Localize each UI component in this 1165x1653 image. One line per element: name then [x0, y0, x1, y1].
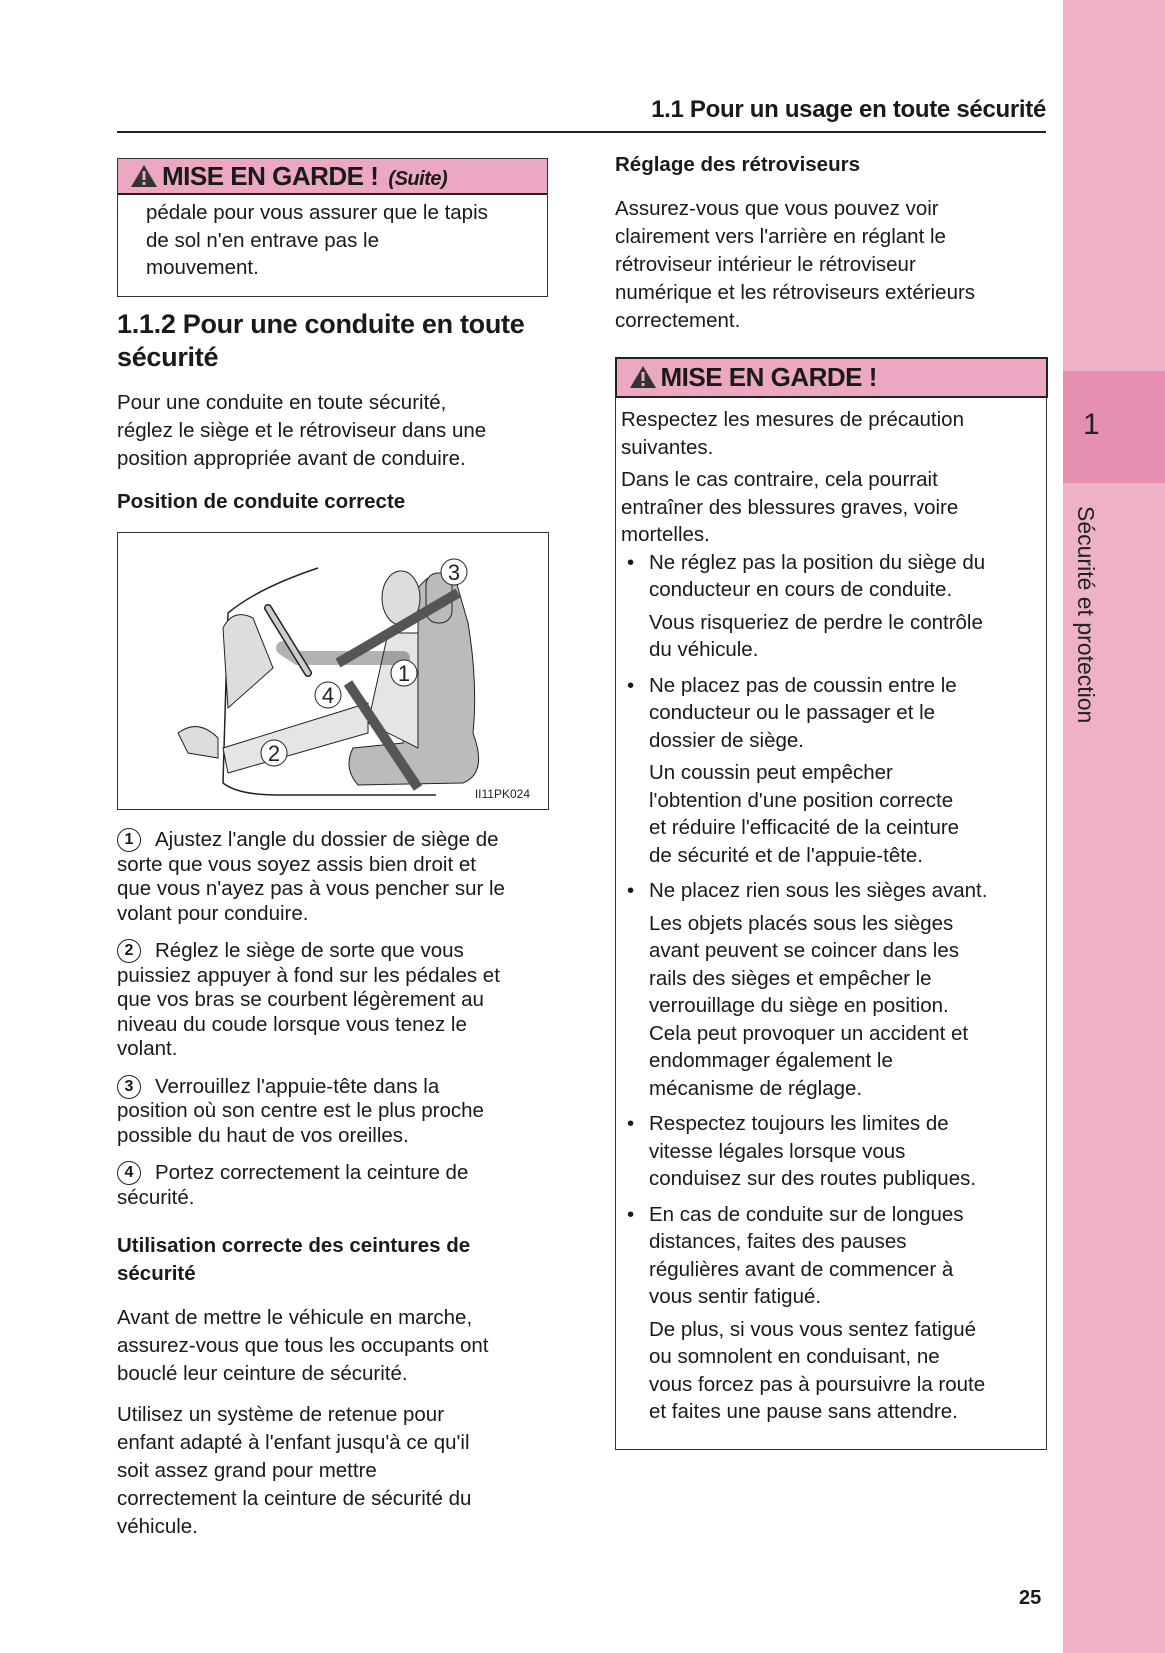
figure-label-4: 4 [321, 683, 335, 708]
warning-header [615, 357, 1048, 398]
warning-title: MISE EN GARDE ! [162, 160, 379, 191]
adjustment-list [117, 828, 557, 1210]
number-circle-icon: 2 [117, 939, 141, 963]
bullet-subtext: De plus, si vous vous sentez fatigué ou somnolent en conduisant, ne vous forcez pas à poursuivre la route et faites une pause sans attendre. [649, 1317, 986, 1423]
number-circle-icon: 3 [117, 1075, 141, 1099]
list-item-text: Portez correctement la ceinture de sécurité. [117, 1161, 469, 1209]
number-circle-icon: 4 [117, 1161, 141, 1185]
list-item [117, 1161, 557, 1210]
warning-content [616, 396, 1046, 1426]
warning-title: MISE EN GARDE ! [660, 361, 877, 392]
warning-intro-1: Respectez les mesures de précaution suivantes. [621, 408, 964, 459]
figure-label-1: 1 [397, 661, 411, 686]
list-item [117, 828, 557, 926]
mirrors-paragraph: Assurez-vous que vous pouvez voir clairement vers l'arrière en réglant le rétroviseur intérieur le rétroviseur numérique et les rétroviseurs extérieurs correctement. [615, 197, 976, 332]
bullet-text: Ne réglez pas la position du siège du conducteur en cours de conduite. [649, 550, 986, 601]
list-item [117, 1075, 557, 1149]
page-number: 25 [1019, 1587, 1042, 1609]
bullet-text: Respectez toujours les limites de vitesse légales lorsque vous conduisez sur des routes publiques. [649, 1112, 977, 1190]
warning-intro-2: Dans le cas contraire, cela pourrait entraîner des blessures graves, voire mortelles. [621, 468, 959, 546]
bullet-text: Ne placez rien sous les sièges avant. [649, 879, 988, 902]
bullet-subtext: Les objets placés sous les sièges avant peuvent se coincer dans les rails des sièges et empêcher le verrouillage du siège en position. Cela peut provoquer un accident et endommager également le mécanisme de réglage. [649, 911, 969, 1100]
list-item-text: Ajustez l'angle du dossier de siège de sorte que vous soyez assis bien droit et que vous n'ayez pas à vous pencher sur le volant pour conduire. [117, 828, 505, 925]
side-strip [1063, 0, 1165, 1653]
list-item [117, 939, 557, 1062]
warning-box [615, 357, 1047, 1450]
list-item-text: Verrouillez l'appuie-tête dans la position où son centre est le plus proche possible du haut de vos oreilles. [117, 1074, 484, 1147]
warning-text: pédale pour vous assurer que le tapis de sol n'en entrave pas le mouvement. [146, 201, 488, 279]
chapter-label: Sécurité et protection [1073, 506, 1099, 724]
section-title: 1.1.2 Pour une conduite en toute sécurité [117, 309, 525, 372]
warning-box-continued [117, 158, 548, 297]
chapter-number: 1 [1083, 408, 1100, 441]
warning-bullet: • Ne placez rien sous les sièges avant. Les objets placés sous les sièges avant peuvent se coincer dans les rails des sièges et empêcher le verrouillage du siège en position. Cela peut provoquer un accident et endommager également le mécanisme de réglage. [621, 877, 1046, 1102]
bullet-text: Ne placez pas de coussin entre le conducteur ou le passager et le dossier de siège. [649, 673, 957, 752]
figure-code: II11PK024 [474, 787, 530, 801]
bullet-subtext: Un coussin peut empêcher l'obtention d'une position correcte et réduire l'efficacité de la ceinture de sécurité et de l'appuie-tête. [649, 761, 960, 867]
intro-paragraph: Pour une conduite en toute sécurité, réglez le siège et le rétroviseur dans une position appropriée avant de conduire. [117, 391, 487, 470]
figure-label-3: 3 [447, 560, 461, 585]
warning-bullet: • Ne placez pas de coussin entre le conducteur ou le passager et le dossier de siège. Un coussin peut empêcher l'obtention d'une position correcte et réduire l'efficacité de la ceinture de sécurité et de l'appuie-tête. [621, 672, 1046, 870]
figure-label-2: 2 [267, 741, 281, 766]
seatbelt-paragraph-1: Avant de mettre le véhicule en marche, assurez-vous que tous les occupants ont bouclé leur ceinture de sécurité. [117, 1306, 489, 1385]
driving-position-illustration [117, 532, 549, 810]
warning-bullet: • En cas de conduite sur de longues distances, faites des pauses régulières avant de commencer à vous sentir fatigué. De plus, si vous vous sentez fatigué ou somnolent en conduisant, ne vous forcez pas à poursuivre la route et faites une pause sans attendre. [621, 1201, 1046, 1426]
bullet-subtext: Vous risqueriez de perdre le contrôle du véhicule. [649, 610, 983, 661]
seatbelt-paragraph-2: Utilisez un système de retenue pour enfant adapté à l'enfant jusqu'à ce qu'il soit assez grand pour mettre correctement la ceinture de sécurité du véhicule. [117, 1403, 472, 1538]
list-item-text: Réglez le siège de sorte que vous puissiez appuyer à fond sur les pédales et que vos bras se courbent légèrement au niveau du coude lorsque vous tenez le volant. [117, 939, 500, 1060]
page-header-title: 1.1 Pour un usage en toute sécurité [651, 96, 1046, 123]
warning-bullet: • Ne réglez pas la position du siège du conducteur en cours de conduite. Vous risqueriez de perdre le contrôle du véhicule. [621, 549, 1046, 664]
warning-bullet: • Respectez toujours les limites de vitesse légales lorsque vous conduisez sur des routes publiques. [621, 1110, 1046, 1193]
warning-triangle-icon [629, 365, 657, 389]
warning-suffix: (Suite) [388, 167, 448, 190]
subheading-seatbelts: Utilisation correcte des ceintures de sécurité [117, 1234, 471, 1285]
chapter-tab[interactable] [1063, 371, 1165, 483]
number-circle-icon: 1 [117, 828, 141, 852]
header-rule [117, 131, 1046, 133]
driver-seat-drawing [118, 533, 548, 809]
bullet-text: En cas de conduite sur de longues distances, faites des pauses régulières avant de commencer à vous sentir fatigué. [649, 1202, 964, 1308]
warning-triangle-icon [130, 164, 158, 188]
subheading-mirrors: Réglage des rétroviseurs [615, 153, 860, 176]
warning-header [118, 159, 547, 195]
subheading-driving-position: Position de conduite correcte [117, 490, 406, 513]
